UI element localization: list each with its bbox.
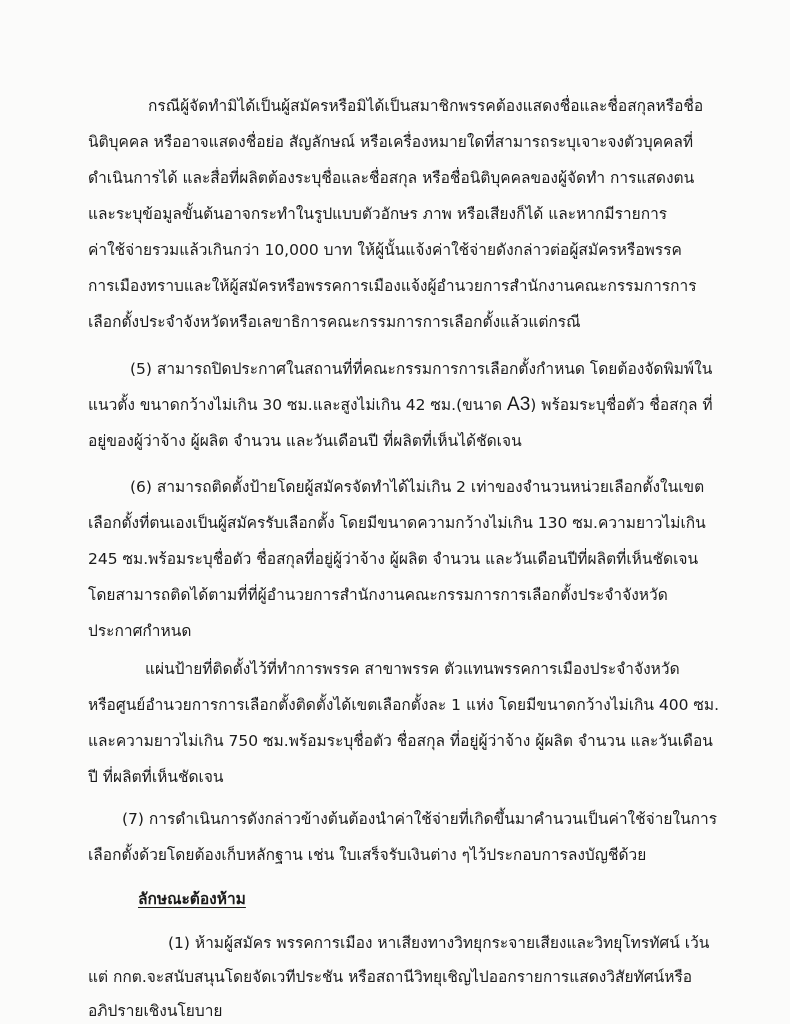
paragraph-1-line-5: ค่าใช้จ่ายรวมแล้วเกินกว่า 10,000 บาท ให้ผู้นั้นแจ้งค่าใช้จ่ายดังกล่าวต่อผู้สมัครหรือพรรค (88, 241, 682, 259)
prohibited-line-2: แต่ กกต.จะสนับสนุนโดยจัดเวทีประชัน หรือสถานีวิทยุเชิญไปออกรายการแสดงวิสัยทัศน์หรือ (88, 968, 693, 986)
paragraph-6-line-5: ประกาศกำหนด (88, 622, 192, 640)
paragraph-5-line-3: อยู่ของผู้ว่าจ้าง ผู้ผลิต จำนวน และวันเดือนปี ที่ผลิตที่เห็นได้ชัดเจน (88, 432, 522, 450)
paragraph-6-line-4: โดยสามารถติดได้ตามที่ที่ผู้อำนวยการสำนักงานคณะกรรมการการเลือกตั้งประจำจังหวัด (88, 586, 668, 604)
prohibited-line-3: อภิปรายเชิงนโยบาย (88, 1002, 223, 1020)
sign-paragraph-line-3: และความยาวไม่เกิน 750 ซม.พร้อมระบุชื่อตัว ชื่อสกุล ที่อยู่ผู้ว่าจ้าง ผู้ผลิต จำนวน และวันเดือน (88, 732, 713, 750)
paragraph-5-line-1: (5) สามารถปิดประกาศในสถานที่ที่คณะกรรมการการเลือกตั้งกำหนด โดยต้องจัดพิมพ์ใน (130, 360, 713, 378)
sign-paragraph-line-4: ปี ที่ผลิตที่เห็นชัดเจน (88, 768, 224, 786)
paragraph-5-line-2 (88, 394, 713, 416)
paragraph-1-line-4: และระบุข้อมูลขั้นต้นอาจกระทำในรูปแบบตัวอักษร ภาพ หรือเสียงก็ได้ และหากมีรายการ (88, 205, 668, 223)
paragraph-1-line-2: นิติบุคคล หรืออาจแสดงชื่อย่อ สัญลักษณ์ หรือเครื่องหมายใดที่สามารถระบุเจาะจงตัวบุคคลที่ (88, 133, 694, 151)
paragraph-1-line-1: กรณีผู้จัดทำมิได้เป็นผู้สมัครหรือมิได้เป็นสมาชิกพรรคต้องแสดงชื่อและชื่อสกุลหรือชื่อ (148, 97, 704, 115)
prohibited-line-1: (1) ห้ามผู้สมัคร พรรคการเมือง หาเสียงทางวิทยุกระจายเสียงและวิทยุโทรทัศน์ เว้น (168, 934, 710, 952)
paragraph-6-line-3: 245 ซม.พร้อมระบุชื่อตัว ชื่อสกุลที่อยู่ผู้ว่าจ้าง ผู้ผลิต จำนวน และวันเดือนปีที่ผลิตที่เห็นชัดเจน (88, 550, 699, 568)
paragraph-6-line-1: (6) สามารถติดตั้งป้ายโดยผู้สมัครจัดทำได้ไม่เกิน 2 เท่าของจำนวนหน่วยเลือกตั้งในเขต (130, 478, 705, 496)
sign-paragraph-line-2: หรือศูนย์อำนวยการการเลือกตั้งติดตั้งได้เขตเลือกตั้งละ 1 แห่ง โดยมีขนาดกว้างไม่เกิน 400 ซม. (88, 696, 720, 714)
paper-size-label: A3 (507, 394, 531, 415)
prohibited-heading: ลักษณะต้องห้าม (138, 890, 246, 908)
paragraph-7-line-1: (7) การดำเนินการดังกล่าวข้างต้นต้องนำค่าใช้จ่ายที่เกิดขึ้นมาคำนวนเป็นค่าใช้จ่ายในการ (122, 810, 718, 828)
paragraph-6-line-2: เลือกตั้งที่ตนเองเป็นผู้สมัครรับเลือกตั้ง โดยมีขนาดความกว้างไม่เกิน 130 ซม.ความยาวไม่เกิน (88, 514, 706, 532)
sign-paragraph-line-1: แผ่นป้ายที่ติดตั้งไว้ที่ทำการพรรค สาขาพรรค ตัวแทนพรรคการเมืองประจำจังหวัด (145, 660, 680, 678)
paragraph-5-line-2-end: ) พร้อมระบุชื่อตัว ชื่อสกุล ที่ (530, 396, 713, 414)
paragraph-1-line-7: เลือกตั้งประจำจังหวัดหรือเลขาธิการคณะกรรมการการเลือกตั้งแล้วแต่กรณี (88, 313, 581, 331)
paragraph-1-line-6: การเมืองทราบและให้ผู้สมัครหรือพรรคการเมืองแจ้งผู้อำนวยการสำนักงานคณะกรรมการการ (88, 277, 697, 295)
paragraph-5-line-2-start: แนวตั้ง ขนาดกว้างไม่เกิน 30 ซม.และสูงไม่เกิน 42 ซม.(ขนาด (88, 396, 508, 414)
paragraph-7-line-2: เลือกตั้งด้วยโดยต้องเก็บหลักฐาน เช่น ใบเสร็จรับเงินต่าง ๆไว้ประกอบการลงบัญชีด้วย (88, 846, 647, 864)
paragraph-1-line-3: ดำเนินการได้ และสื่อที่ผลิตต้องระบุชื่อและชื่อสกุล หรือชื่อนิติบุคคลของผู้จัดทำ การแสดงตน (88, 169, 695, 187)
